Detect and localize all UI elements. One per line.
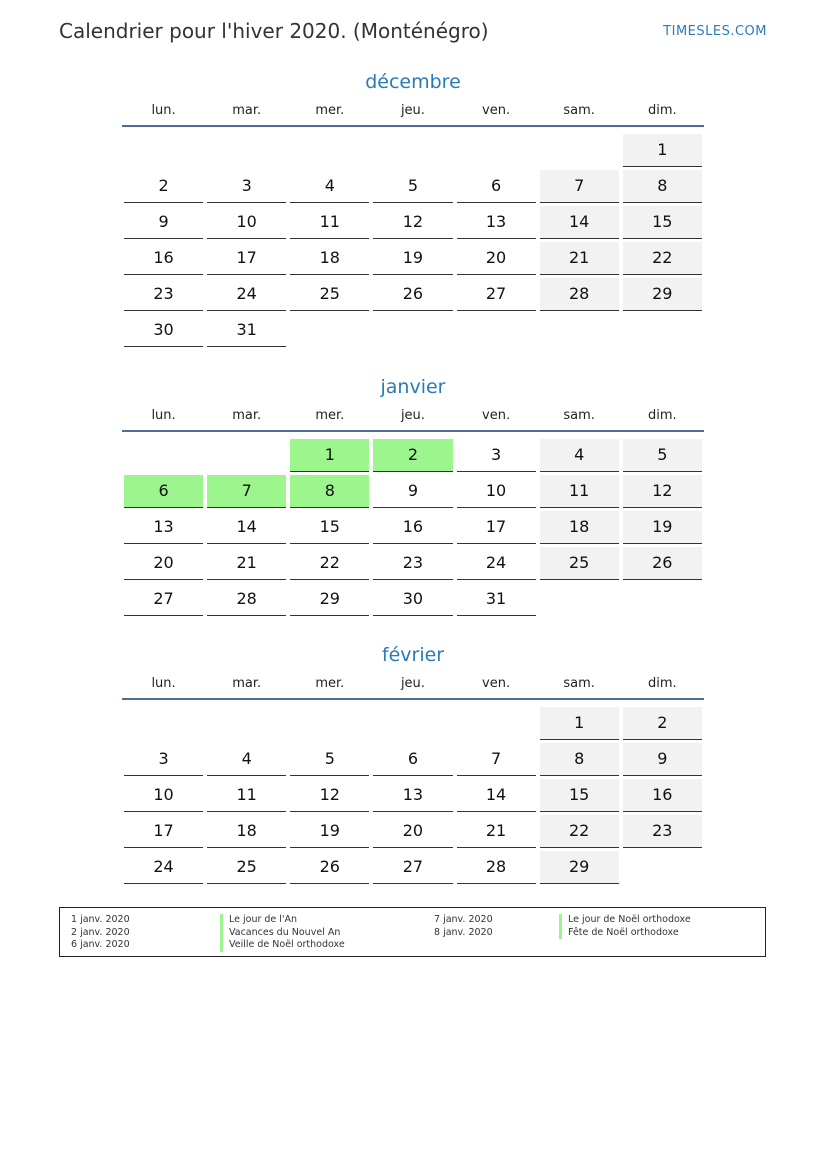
day-number: 24 [124,851,203,884]
day-number: 19 [290,815,369,848]
weekday-label: mar. [232,676,262,691]
day-cell [122,741,205,777]
legend-holiday-name: Le jour de Noël orthodoxe [559,914,691,927]
day-number: 28 [207,583,286,616]
day-cell [538,204,621,240]
day-cell [288,276,371,312]
day-cell [288,813,371,849]
day-cell [371,276,454,312]
day-cell [621,168,704,204]
weekday-label: sam. [563,408,595,423]
day-number: 5 [373,170,452,203]
day-cell [205,545,288,581]
day-number: 23 [124,278,203,311]
day-number: 31 [207,314,286,347]
day-cell [455,509,538,545]
day-number: 12 [623,475,702,508]
day-number: 27 [457,278,536,311]
day-number: 6 [124,475,203,508]
day-number: 22 [290,547,369,580]
day-cell [371,437,454,473]
day-grid [122,437,704,617]
day-number: 15 [540,779,619,812]
day-cell [455,741,538,777]
day-number: 11 [290,206,369,239]
day-number: 8 [540,743,619,776]
day-cell [122,777,205,813]
empty-cell [455,132,538,168]
day-number: 23 [373,547,452,580]
day-cell [538,437,621,473]
day-number: 14 [457,779,536,812]
empty-cell [205,132,288,168]
day-number: 16 [124,242,203,275]
day-number: 13 [373,779,452,812]
day-number: 16 [373,511,452,544]
day-cell [122,813,205,849]
day-number: 3 [207,170,286,203]
day-cell [371,581,454,617]
day-cell [122,473,205,509]
day-number: 10 [457,475,536,508]
day-cell [455,813,538,849]
day-cell [371,741,454,777]
day-cell [288,168,371,204]
day-number: 3 [457,439,536,472]
day-number: 12 [373,206,452,239]
day-number: 28 [457,851,536,884]
weekday-label: dim. [647,676,677,691]
day-number: 18 [290,242,369,275]
empty-cell [205,705,288,741]
day-cell [455,276,538,312]
day-number: 1 [623,134,702,167]
day-cell [288,240,371,276]
empty-cell [538,132,621,168]
weekday-label: ven. [482,676,511,691]
day-cell [455,849,538,885]
day-cell [288,849,371,885]
day-cell [288,204,371,240]
day-cell [288,777,371,813]
month-january [122,372,704,617]
day-cell [205,312,288,348]
day-cell [538,777,621,813]
month-name: février [381,644,445,666]
day-cell [122,509,205,545]
empty-cell [122,705,205,741]
weekday-label: ven. [482,408,511,423]
legend-names-col-1 [220,914,345,952]
day-cell [371,204,454,240]
day-number: 28 [540,278,619,311]
day-cell [371,545,454,581]
day-number: 2 [124,170,203,203]
legend-holiday-name: Vacances du Nouvel An [220,927,345,940]
day-number: 29 [623,278,702,311]
legend-holiday-name: Le jour de l'An [220,914,345,927]
day-number: 4 [540,439,619,472]
day-number: 12 [290,779,369,812]
day-number: 13 [457,206,536,239]
day-number: 3 [124,743,203,776]
weekday-label: mar. [232,103,262,118]
day-cell [538,741,621,777]
day-cell [455,473,538,509]
day-cell [621,705,704,741]
holiday-legend [59,907,766,957]
day-number: 26 [373,278,452,311]
day-number: 17 [124,815,203,848]
legend-date: 7 janv. 2020 [434,914,493,925]
day-number: 21 [207,547,286,580]
day-cell [288,581,371,617]
day-number: 21 [540,242,619,275]
empty-cell [122,132,205,168]
legend-date: 1 janv. 2020 [71,914,130,925]
day-cell [455,777,538,813]
month-december [122,67,704,348]
day-cell [371,849,454,885]
day-number: 17 [207,242,286,275]
day-number: 29 [540,851,619,884]
day-number: 8 [623,170,702,203]
day-number: 25 [290,278,369,311]
month-name: décembre [365,71,461,93]
day-cell [205,473,288,509]
day-cell [621,813,704,849]
day-cell [371,473,454,509]
day-cell [288,437,371,473]
day-cell [288,741,371,777]
day-cell [122,312,205,348]
day-cell [205,276,288,312]
day-grid [122,705,704,885]
day-cell [371,509,454,545]
day-cell [538,240,621,276]
day-cell [621,204,704,240]
day-number: 10 [207,206,286,239]
day-cell [205,509,288,545]
day-number: 19 [373,242,452,275]
weekday-header [122,676,704,700]
day-number: 2 [373,439,452,472]
day-number: 17 [457,511,536,544]
day-number: 27 [373,851,452,884]
day-cell [455,545,538,581]
day-number: 2 [623,707,702,740]
day-cell [288,509,371,545]
legend-names-col-2 [559,914,691,939]
day-number: 23 [623,815,702,848]
day-number: 5 [290,743,369,776]
legend-date: 8 janv. 2020 [434,926,493,938]
weekday-label: jeu. [400,676,425,691]
weekday-label: jeu. [400,103,425,118]
day-cell [122,204,205,240]
day-number: 18 [207,815,286,848]
day-cell [122,849,205,885]
day-cell [621,437,704,473]
day-cell [621,276,704,312]
day-cell [288,545,371,581]
day-cell [621,473,704,509]
day-number: 29 [290,583,369,616]
day-cell [621,545,704,581]
day-cell [455,437,538,473]
day-cell [455,581,538,617]
day-cell [538,813,621,849]
day-number: 18 [540,511,619,544]
empty-cell [288,132,371,168]
day-cell [455,204,538,240]
empty-cell [455,705,538,741]
day-cell [371,813,454,849]
weekday-label: lun. [151,676,176,691]
day-number: 8 [290,475,369,508]
day-number: 1 [290,439,369,472]
month-name: janvier [380,376,446,398]
day-number: 6 [373,743,452,776]
day-number: 13 [124,511,203,544]
day-number: 26 [623,547,702,580]
legend-holiday-name: Veille de Noël orthodoxe [220,939,345,952]
day-number: 9 [124,206,203,239]
weekday-label: sam. [563,103,595,118]
day-number: 25 [540,547,619,580]
weekday-label: lun. [151,103,176,118]
weekday-label: mar. [232,408,262,423]
empty-cell [205,437,288,473]
weekday-label: mer. [315,103,345,118]
weekday-label: lun. [151,408,176,423]
weekday-header [122,408,704,432]
day-number: 16 [623,779,702,812]
day-number: 7 [207,475,286,508]
day-cell [122,276,205,312]
weekday-label: jeu. [400,408,425,423]
day-cell [205,581,288,617]
day-cell [205,204,288,240]
day-cell [122,581,205,617]
empty-cell [371,132,454,168]
day-number: 27 [124,583,203,616]
day-number: 19 [623,511,702,544]
day-number: 24 [457,547,536,580]
weekday-label: dim. [647,103,677,118]
day-number: 6 [457,170,536,203]
day-cell [538,849,621,885]
month-february [122,640,704,885]
weekday-label: mer. [315,676,345,691]
day-number: 7 [540,170,619,203]
day-cell [122,168,205,204]
day-cell [122,545,205,581]
day-cell [621,777,704,813]
day-number: 24 [207,278,286,311]
empty-cell [371,705,454,741]
day-number: 11 [207,779,286,812]
day-number: 21 [457,815,536,848]
weekday-label: ven. [482,103,511,118]
day-cell [538,168,621,204]
day-cell [621,509,704,545]
day-cell [205,168,288,204]
day-number: 20 [124,547,203,580]
legend-date: 2 janv. 2020 [71,926,130,938]
day-cell [538,545,621,581]
weekday-header [122,103,704,127]
day-grid [122,132,704,348]
brand-link[interactable]: TIMESLES.COM [663,24,767,39]
day-cell [621,741,704,777]
weekday-label: sam. [563,676,595,691]
legend-date: 6 janv. 2020 [71,939,130,950]
day-number: 31 [457,583,536,616]
day-number: 9 [623,743,702,776]
day-number: 22 [623,242,702,275]
day-cell [288,473,371,509]
day-number: 15 [623,206,702,239]
day-number: 4 [290,170,369,203]
weekday-label: mer. [315,408,345,423]
day-cell [538,509,621,545]
day-number: 26 [290,851,369,884]
page-title: Calendrier pour l'hiver 2020. (Monténégro) [59,19,489,43]
day-number: 30 [124,314,203,347]
day-number: 20 [373,815,452,848]
day-number: 20 [457,242,536,275]
legend-holiday-name: Fête de Noël orthodoxe [559,927,691,940]
day-cell [621,132,704,168]
day-cell [455,168,538,204]
day-number: 5 [623,439,702,472]
day-cell [621,240,704,276]
day-cell [371,777,454,813]
day-number: 11 [540,475,619,508]
day-cell [538,473,621,509]
day-cell [205,813,288,849]
day-number: 9 [373,475,452,508]
legend-dates-col-1 [71,914,130,952]
day-cell [205,849,288,885]
day-number: 1 [540,707,619,740]
day-cell [205,777,288,813]
day-number: 14 [540,206,619,239]
day-cell [538,705,621,741]
day-cell [371,240,454,276]
day-cell [205,240,288,276]
day-cell [538,276,621,312]
day-number: 15 [290,511,369,544]
day-number: 7 [457,743,536,776]
empty-cell [122,437,205,473]
legend-dates-col-2 [434,914,493,939]
day-number: 30 [373,583,452,616]
day-number: 10 [124,779,203,812]
weekday-label: dim. [647,408,677,423]
day-cell [205,741,288,777]
day-cell [371,168,454,204]
empty-cell [288,705,371,741]
day-number: 22 [540,815,619,848]
day-number: 25 [207,851,286,884]
day-cell [122,240,205,276]
day-cell [455,240,538,276]
day-number: 14 [207,511,286,544]
day-number: 4 [207,743,286,776]
